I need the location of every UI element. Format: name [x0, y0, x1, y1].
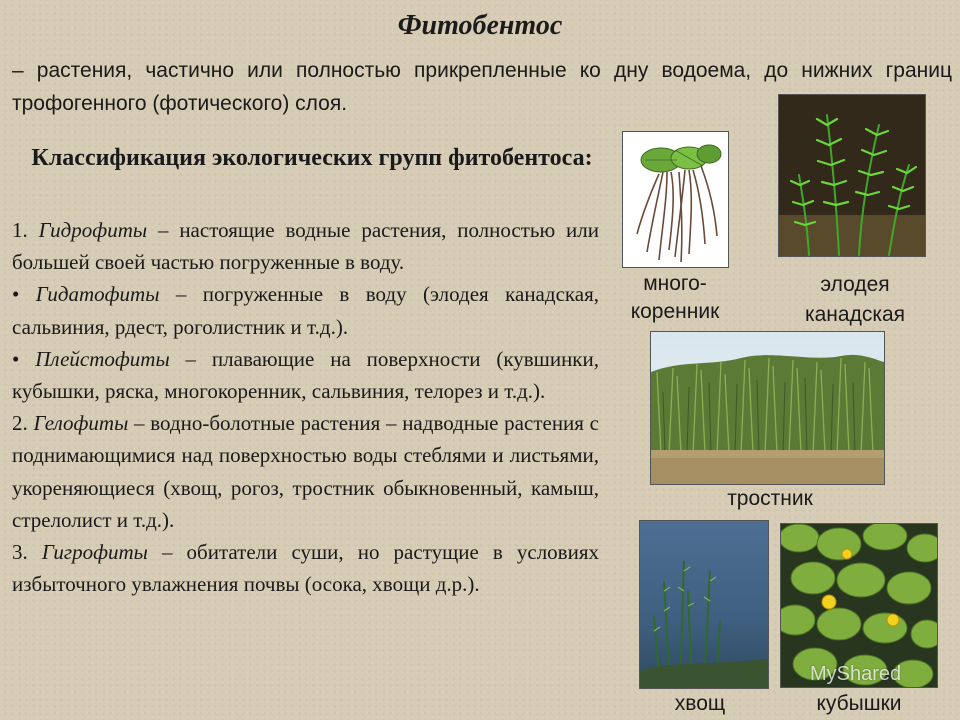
- reed-photo: [650, 331, 885, 485]
- list-item: [12, 407, 599, 536]
- item-text: – водно-болотные растения – надводные растения с поднимающимися над поверхностью воды стеблями и листьями, укореняющиеся (хвощ, рогоз, тростник обыкновенный, камыш, стрелолист и т.д.).: [12, 411, 599, 532]
- list-item: [12, 536, 599, 600]
- item-prefix: •: [12, 282, 36, 307]
- item-prefix: •: [12, 346, 36, 371]
- item-prefix: 2.: [12, 411, 34, 436]
- item-text: – погруженные в воду (элодея канадская, сальвиния, рдест, роголистник и т.д.).: [12, 282, 600, 339]
- classification-heading: Классификация экологических групп фитобентоса:: [31, 145, 593, 171]
- slide-title: Фитобентос: [397, 10, 563, 41]
- definition-text: – растения, частично или полностью прикрепленные ко дну водоема, до нижних границ трофогенного (фотического) слоя.: [12, 59, 952, 115]
- classification-list: [12, 214, 599, 600]
- caption-duckweed: много-коренник: [630, 272, 720, 323]
- horsetail-photo: [639, 520, 769, 689]
- item-prefix: 1.: [12, 218, 39, 242]
- item-text: – плавающие на поверхности (кувшинки, кубышки, ряска, многокоренник, сальвиния, телорез и т.д.).: [12, 346, 599, 404]
- duckweed-photo: [622, 131, 729, 268]
- list-item: [12, 278, 599, 342]
- list-item: [12, 214, 599, 278]
- item-prefix: 3.: [12, 540, 42, 565]
- item-term: Плейстофиты: [35, 346, 170, 371]
- item-term: Гигрофиты: [41, 540, 148, 565]
- item-term: Гидатофиты: [35, 282, 160, 307]
- caption-reed: тростник: [727, 487, 813, 510]
- caption-water-lily: кубышки: [816, 692, 902, 715]
- elodea-photo: [778, 94, 926, 257]
- item-text: – настоящие водные растения, полностью или большей своей частью погруженные в воду.: [12, 218, 599, 275]
- item-text: – обитатели суши, но растущие в условиях избыточного увлажнения почвы (осока, хвощи д.р.).: [12, 540, 599, 597]
- item-term: Гидрофиты: [38, 218, 148, 242]
- caption-horsetail: хвощ: [674, 692, 726, 715]
- list-item: [12, 343, 599, 407]
- watermark-text: MyShared: [810, 663, 902, 685]
- item-term: Гелофиты: [33, 411, 129, 436]
- caption-elodea: элодея канадская: [804, 273, 906, 326]
